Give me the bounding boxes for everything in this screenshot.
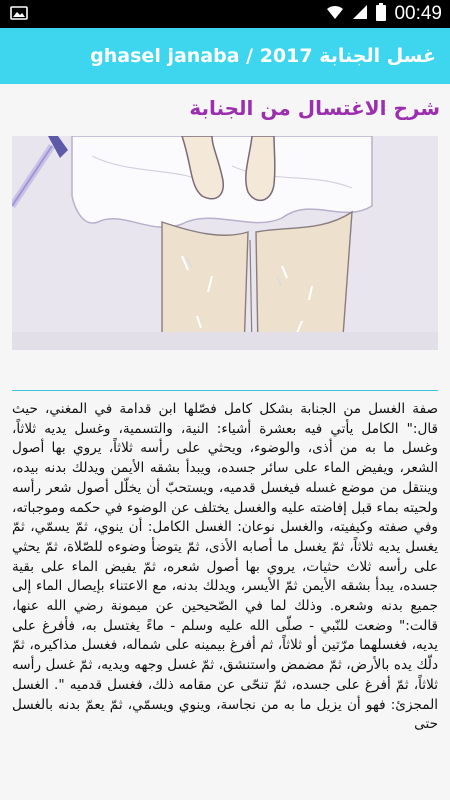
content-divider: [12, 390, 438, 391]
status-time: 00:49: [394, 3, 442, 24]
signal-icon: [352, 4, 368, 24]
article-image: [12, 136, 438, 350]
wifi-icon: [326, 4, 344, 24]
app-title: غسل الجنابة ghasel janaba / 2017: [90, 45, 436, 67]
status-bar: [0, 0, 450, 28]
article-content[interactable]: [0, 84, 450, 800]
battery-icon: [376, 3, 386, 25]
app-bar: [0, 28, 450, 84]
article-heading: شرح الاغتسال من الجنابة: [189, 96, 440, 120]
article-body: صفة الغسل من الجنابة بشكل كامل فصّلها ابن قدامة في المغني، حيث قال:" الكامل يأتي فيه بعشرة أشياء: النية، والتسمية، وغسل يديه ثلاثاً، وغسل ما به من أذى، والوضوء، ويحثي على رأسه ثلاثاً، يروي بها أصول الشعر، ويفيض الماء على سائر جسده، ويبدأ بشقه الأيمن ويدلك بدنه بيده، وينتقل من موضع غسله فيغسل قدميه، ويستحبّ أن يخلّل أصول شعر رأسه ولحيته بماء قبل إفاضته عليه والغسل يختلف عن الوضوء في حكمه وموجباته، وفي صفته وكيفيته، والغسل نوعان: الغسل الكامل: أن ينوي، ثمّ يسمّي، ثمّ يغسل يديه ثلاثاً، ثمّ يغسل ما أصابه الأذى، ثمّ يتوضأ وضوءه للصّلاة، ثمّ يحثي على رأسه ثلاث حثيات، يروي بها أصول شعره، ثمّ يفيض الماء على بقية جسده، يبدأ بشقه الأيمن ثمّ الأيسر، ويدلك بدنه، مع الاعتناء بإيصال الماء إلى جميع بدنه وشعره. وذلك لما في الصّحيحين عن ميمونة رضي الله عنها، قالت:" وضعت للنّبي - صلّى الله عليه وسلم - ماءً يغتسل به، فأفرغ على يديه، فغسلهما مرّتين أو ثلاثاً، ثم أفرغ بيمينه على شماله، فغسل مذاكيره، ثمّ دلّك يده بالأرض، ثمّ مضمض واستنشق، ثمّ غسل وجهه ويديه، ثمّ غسل رأسه ثلاثاً، ثمّ أفرغ على جسده، ثمّ تنحّى عن مقامه ذلك، فغسل قدميه ". الغسل المجزئ: فهو أن يزيل ما به من نجاسة، وينوي ويسمّي، ثمّ يعمّ بدنه بالغسل حتى: [12, 401, 438, 733]
gallery-icon: [10, 5, 28, 24]
